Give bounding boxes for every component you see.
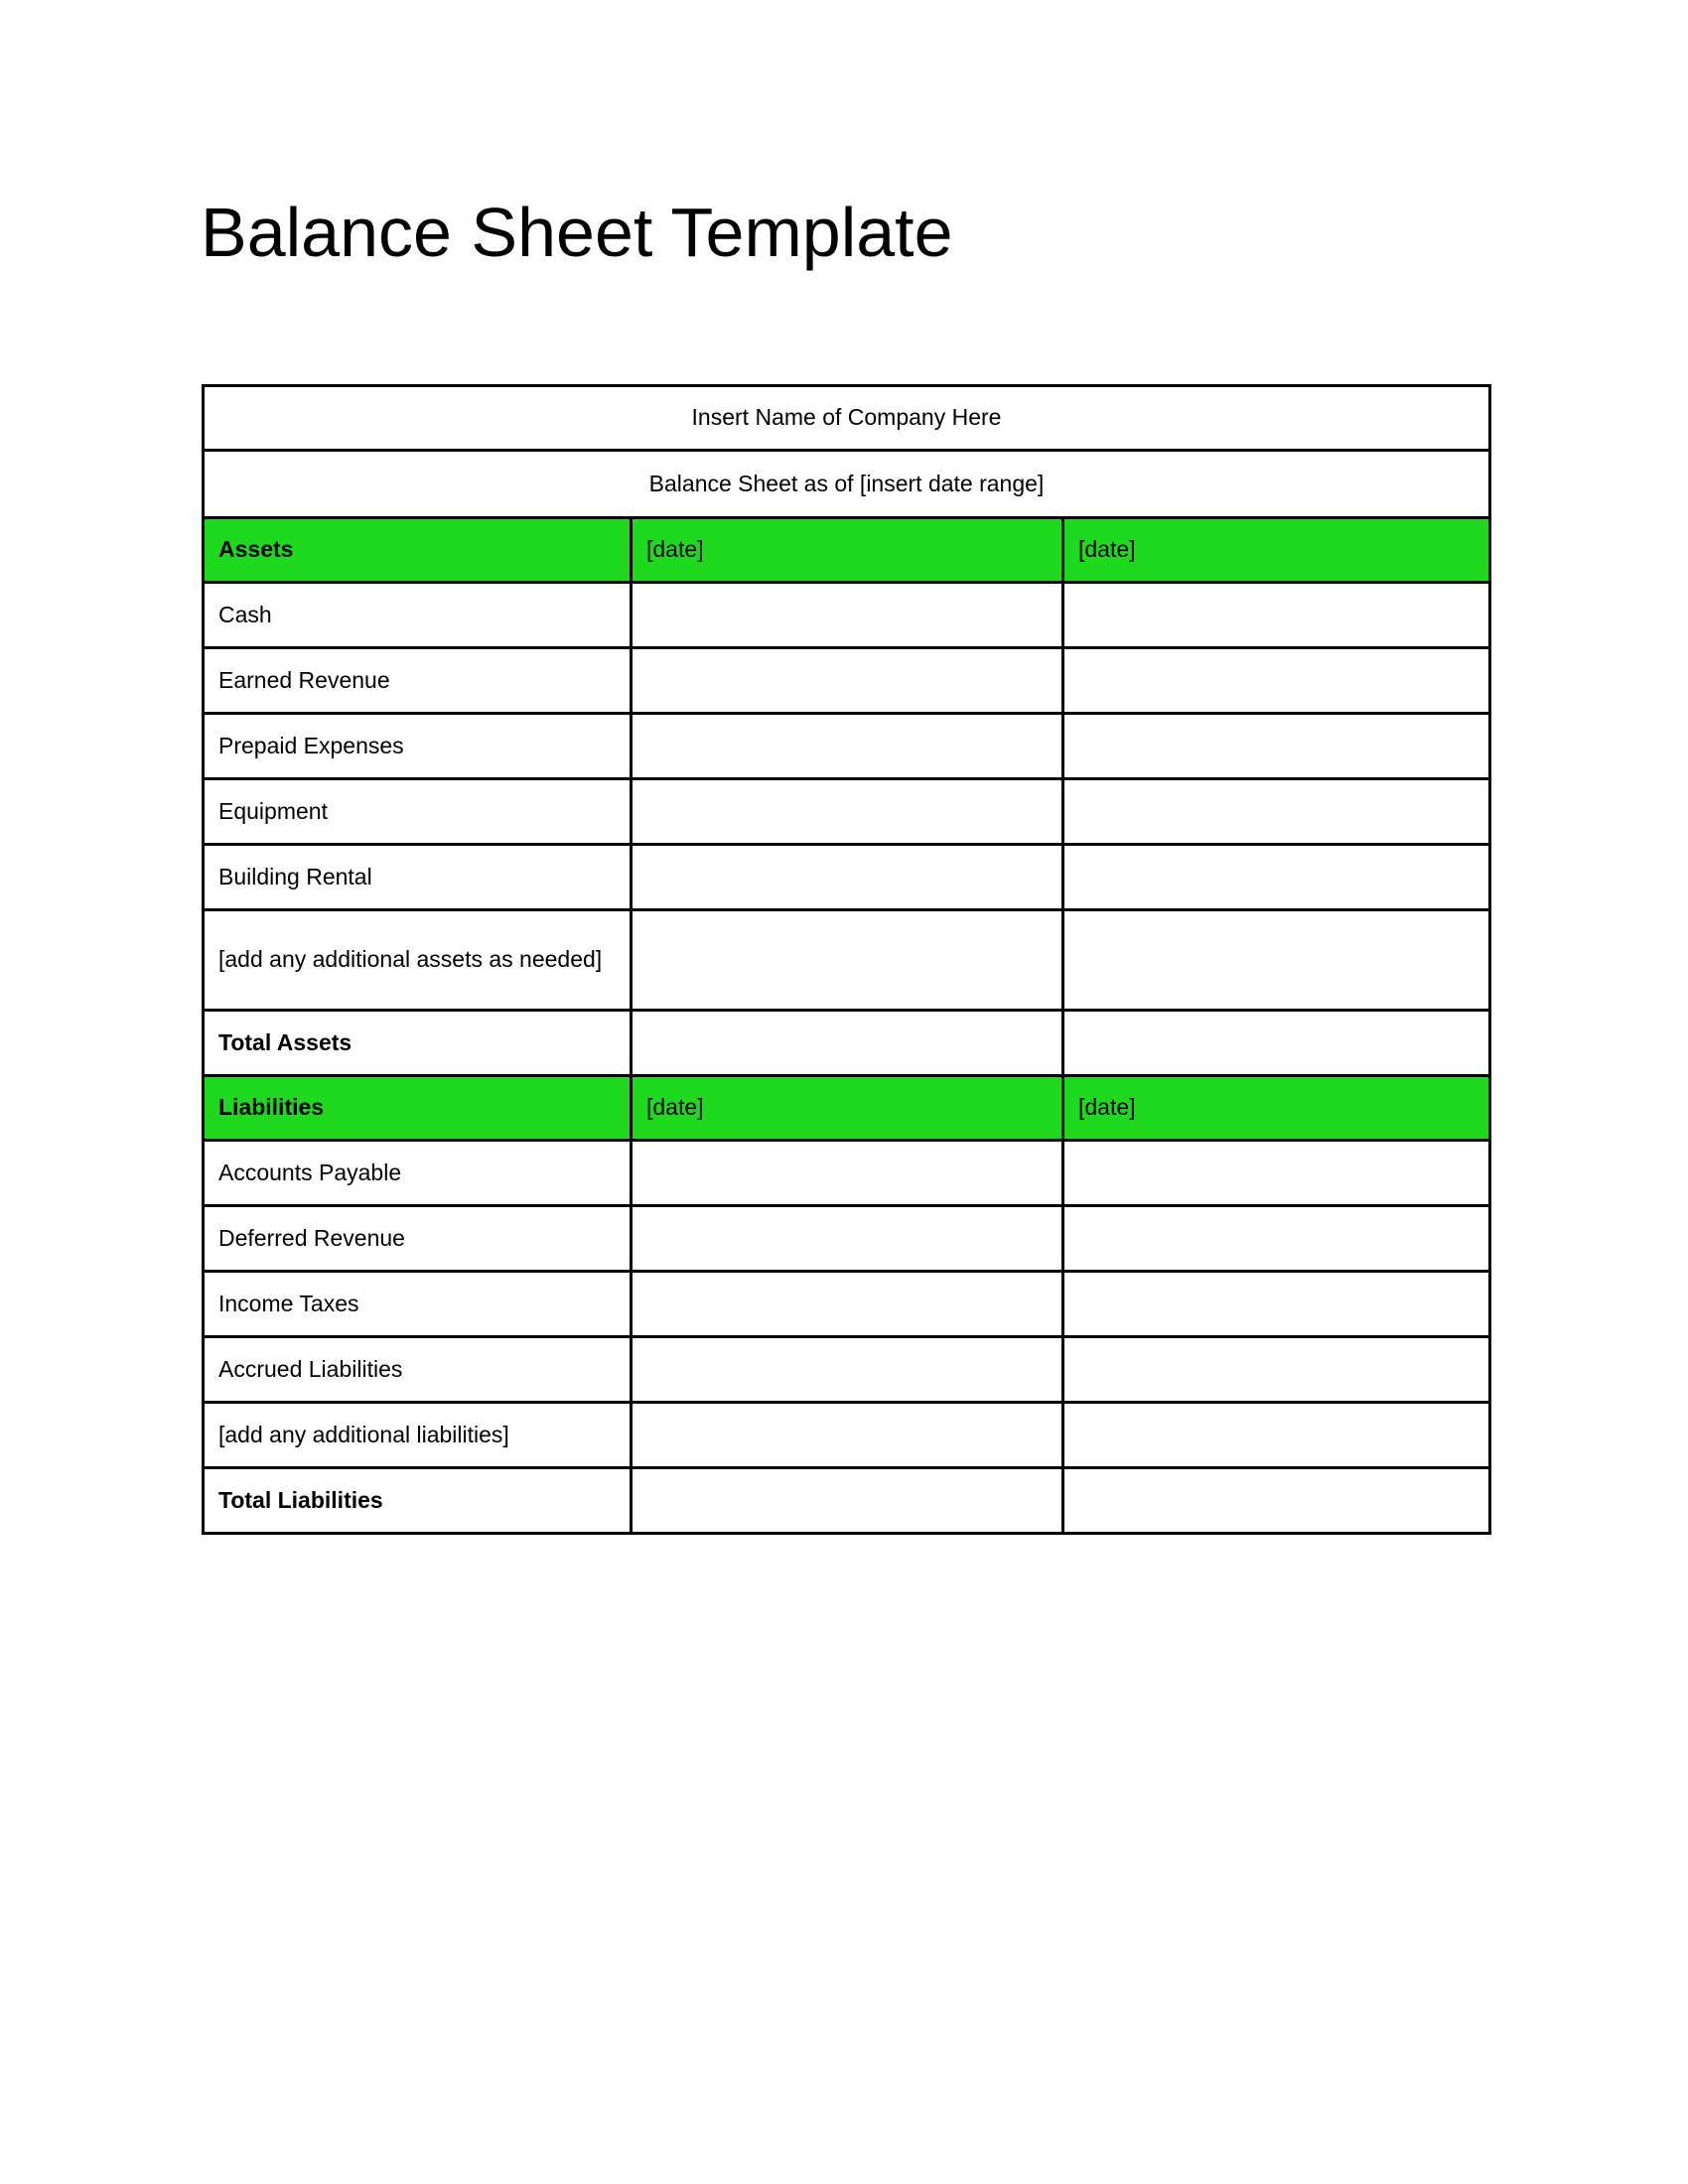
subtitle-cell: Balance Sheet as of [insert date range] bbox=[204, 451, 1490, 518]
value-cell bbox=[632, 1403, 1063, 1468]
table-row bbox=[204, 845, 1490, 910]
table-row bbox=[204, 1272, 1490, 1337]
table-row bbox=[204, 1403, 1490, 1468]
table-row bbox=[204, 1337, 1490, 1403]
value-cell bbox=[1063, 1403, 1490, 1468]
total-liabilities-label: Total Liabilities bbox=[204, 1468, 632, 1534]
table-row bbox=[204, 714, 1490, 779]
row-label-accounts-payable: Accounts Payable bbox=[204, 1141, 632, 1206]
value-cell bbox=[632, 845, 1063, 910]
assets-header-row bbox=[204, 518, 1490, 583]
value-cell bbox=[632, 1206, 1063, 1272]
subtitle-row bbox=[204, 451, 1490, 518]
row-label-equipment: Equipment bbox=[204, 779, 632, 845]
table-row bbox=[204, 779, 1490, 845]
value-cell bbox=[632, 1272, 1063, 1337]
table-row bbox=[204, 910, 1490, 1011]
assets-date-1-cell: [date] bbox=[632, 518, 1063, 583]
company-name-row bbox=[204, 386, 1490, 451]
page-title: Balance Sheet Template bbox=[201, 194, 953, 271]
row-label-cash: Cash bbox=[204, 583, 632, 648]
value-cell bbox=[1063, 1206, 1490, 1272]
value-cell bbox=[1063, 1272, 1490, 1337]
value-cell bbox=[632, 1468, 1063, 1534]
value-cell bbox=[1063, 845, 1490, 910]
assets-section-label: Assets bbox=[204, 518, 632, 583]
value-cell bbox=[632, 1337, 1063, 1403]
liabilities-section-label: Liabilities bbox=[204, 1076, 632, 1141]
table-row bbox=[204, 583, 1490, 648]
value-cell bbox=[1063, 583, 1490, 648]
value-cell bbox=[632, 910, 1063, 1011]
value-cell bbox=[1063, 648, 1490, 714]
value-cell bbox=[632, 583, 1063, 648]
liabilities-header-row bbox=[204, 1076, 1490, 1141]
total-assets-label: Total Assets bbox=[204, 1011, 632, 1076]
value-cell bbox=[632, 779, 1063, 845]
total-assets-row bbox=[204, 1011, 1490, 1076]
row-label-prepaid-expenses: Prepaid Expenses bbox=[204, 714, 632, 779]
row-label-deferred-revenue: Deferred Revenue bbox=[204, 1206, 632, 1272]
company-name-cell: Insert Name of Company Here bbox=[204, 386, 1490, 451]
table-row bbox=[204, 1206, 1490, 1272]
value-cell bbox=[1063, 714, 1490, 779]
value-cell bbox=[1063, 1011, 1490, 1076]
total-liabilities-row bbox=[204, 1468, 1490, 1534]
liabilities-date-2-cell: [date] bbox=[1063, 1076, 1490, 1141]
row-label-accrued-liabilities: Accrued Liabilities bbox=[204, 1337, 632, 1403]
value-cell bbox=[1063, 1468, 1490, 1534]
value-cell bbox=[632, 1141, 1063, 1206]
row-label-building-rental: Building Rental bbox=[204, 845, 632, 910]
value-cell bbox=[1063, 779, 1490, 845]
assets-date-2-cell: [date] bbox=[1063, 518, 1490, 583]
value-cell bbox=[632, 648, 1063, 714]
table-row bbox=[204, 648, 1490, 714]
value-cell bbox=[1063, 1141, 1490, 1206]
row-label-additional-assets: [add any additional assets as needed] bbox=[204, 910, 632, 1011]
row-label-additional-liabilities: [add any additional liabilities] bbox=[204, 1403, 632, 1468]
value-cell bbox=[1063, 910, 1490, 1011]
row-label-earned-revenue: Earned Revenue bbox=[204, 648, 632, 714]
balance-sheet-table bbox=[202, 384, 1491, 1535]
table-row bbox=[204, 1141, 1490, 1206]
liabilities-date-1-cell: [date] bbox=[632, 1076, 1063, 1141]
value-cell bbox=[632, 1011, 1063, 1076]
value-cell bbox=[1063, 1337, 1490, 1403]
value-cell bbox=[632, 714, 1063, 779]
row-label-income-taxes: Income Taxes bbox=[204, 1272, 632, 1337]
